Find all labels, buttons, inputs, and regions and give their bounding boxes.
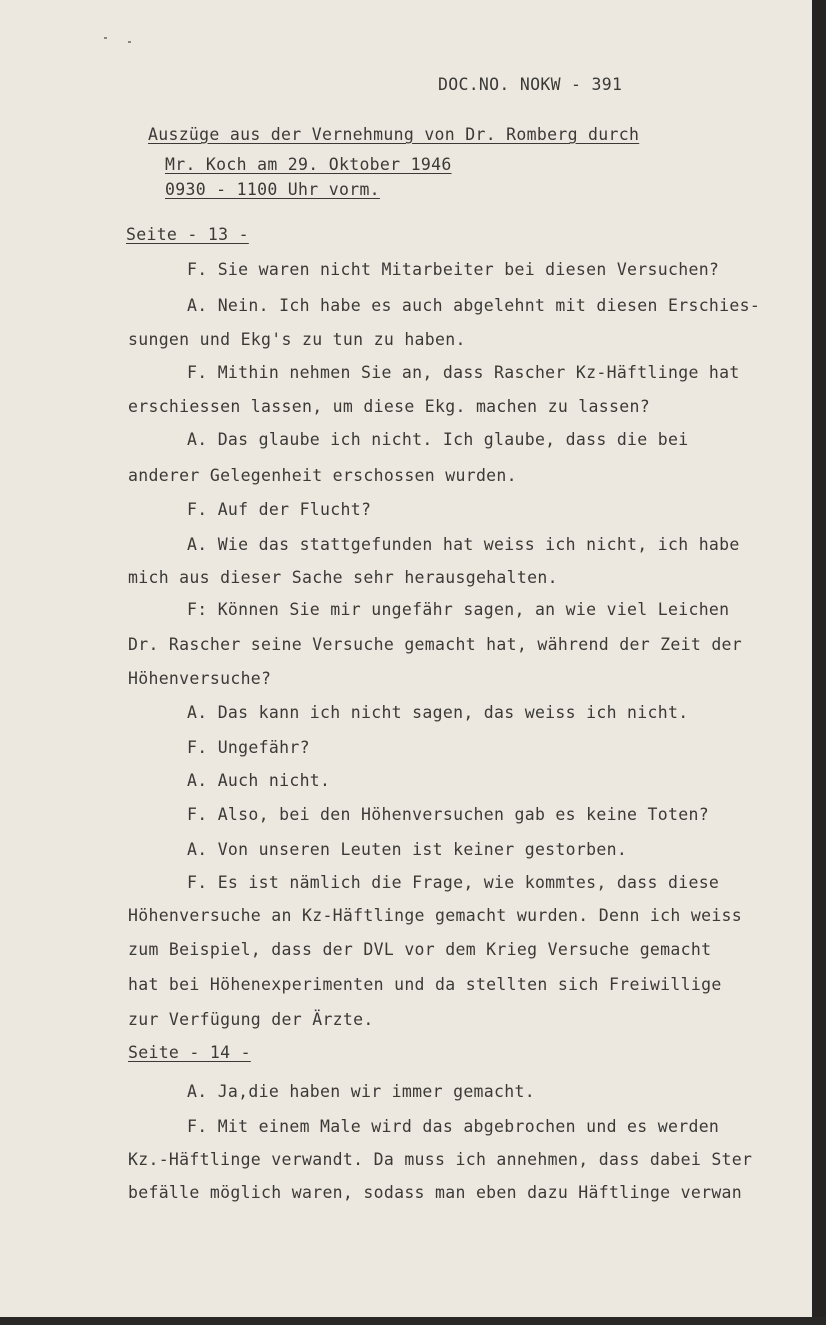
heading-line-3: 0930 - 1100 Uhr vorm.: [165, 180, 380, 199]
text-line: anderer Gelegenheit erschossen wurden.: [128, 466, 517, 485]
heading-line-1: Auszüge aus der Vernehmung von Dr. Romberg durch: [148, 125, 640, 144]
text-line: A. Nein. Ich habe es auch abgelehnt mit diesen Erschies-: [187, 296, 761, 315]
text-line: Höhenversuche?: [128, 669, 272, 688]
text-line: sungen und Ekg's zu tun zu haben.: [128, 330, 466, 349]
text-line: F. Also, bei den Höhenversuchen gab es keine Toten?: [187, 805, 709, 824]
text-line: erschiessen lassen, um diese Ekg. machen zu lassen?: [128, 397, 650, 416]
text-line: A. Wie das stattgefunden hat weiss ich nicht, ich habe: [187, 535, 740, 554]
text-line: F. Es ist nämlich die Frage, wie kommtes, dass diese: [187, 873, 720, 892]
text-line: A. Von unseren Leuten ist keiner gestorben.: [187, 840, 628, 859]
text-line: Kz.-Häftlinge verwandt. Da muss ich annehmen, dass dabei Ster: [128, 1150, 753, 1169]
scan-edge-right: [812, 0, 826, 1325]
text-line: zum Beispiel, dass der DVL vor dem Krieg Versuche gemacht: [128, 940, 712, 959]
paper-speck: [128, 41, 131, 43]
text-line: Dr. Rascher seine Versuche gemacht hat, während der Zeit der: [128, 635, 743, 654]
text-line: befälle möglich waren, sodass man eben dazu Häftlinge verwan: [128, 1183, 743, 1202]
text-line: mich aus dieser Sache sehr herausgehalten.: [128, 568, 558, 587]
text-line: F. Mit einem Male wird das abgebrochen und es werden: [187, 1117, 720, 1136]
page-marker-13: Seite - 13 -: [126, 225, 249, 244]
text-line: zur Verfügung der Ärzte.: [128, 1010, 374, 1029]
text-line: F. Mithin nehmen Sie an, dass Rascher Kz-Häftlinge hat: [187, 363, 740, 382]
text-line: F. Auf der Flucht?: [187, 500, 372, 519]
text-line: Höhenversuche an Kz-Häftlinge gemacht wurden. Denn ich weiss: [128, 906, 743, 925]
scan-edge-bottom: [0, 1317, 826, 1325]
text-line: hat bei Höhenexperimenten und da stellten sich Freiwillige: [128, 975, 722, 994]
text-line: A. Ja,die haben wir immer gemacht.: [187, 1082, 535, 1101]
text-line: A. Auch nicht.: [187, 771, 331, 790]
text-line: A. Das glaube ich nicht. Ich glaube, dass die bei: [187, 430, 689, 449]
page-marker-14: Seite - 14 -: [128, 1043, 251, 1062]
text-line: A. Das kann ich nicht sagen, das weiss ich nicht.: [187, 703, 689, 722]
document-number: DOC.NO. NOKW - 391: [438, 75, 623, 94]
text-line: F: Können Sie mir ungefähr sagen, an wie viel Leichen: [187, 600, 730, 619]
paper-speck: [104, 37, 107, 39]
text-line: F. Sie waren nicht Mitarbeiter bei diesen Versuchen?: [187, 260, 720, 279]
heading-line-2: Mr. Koch am 29. Oktober 1946: [165, 155, 452, 174]
text-line: F. Ungefähr?: [187, 738, 310, 757]
